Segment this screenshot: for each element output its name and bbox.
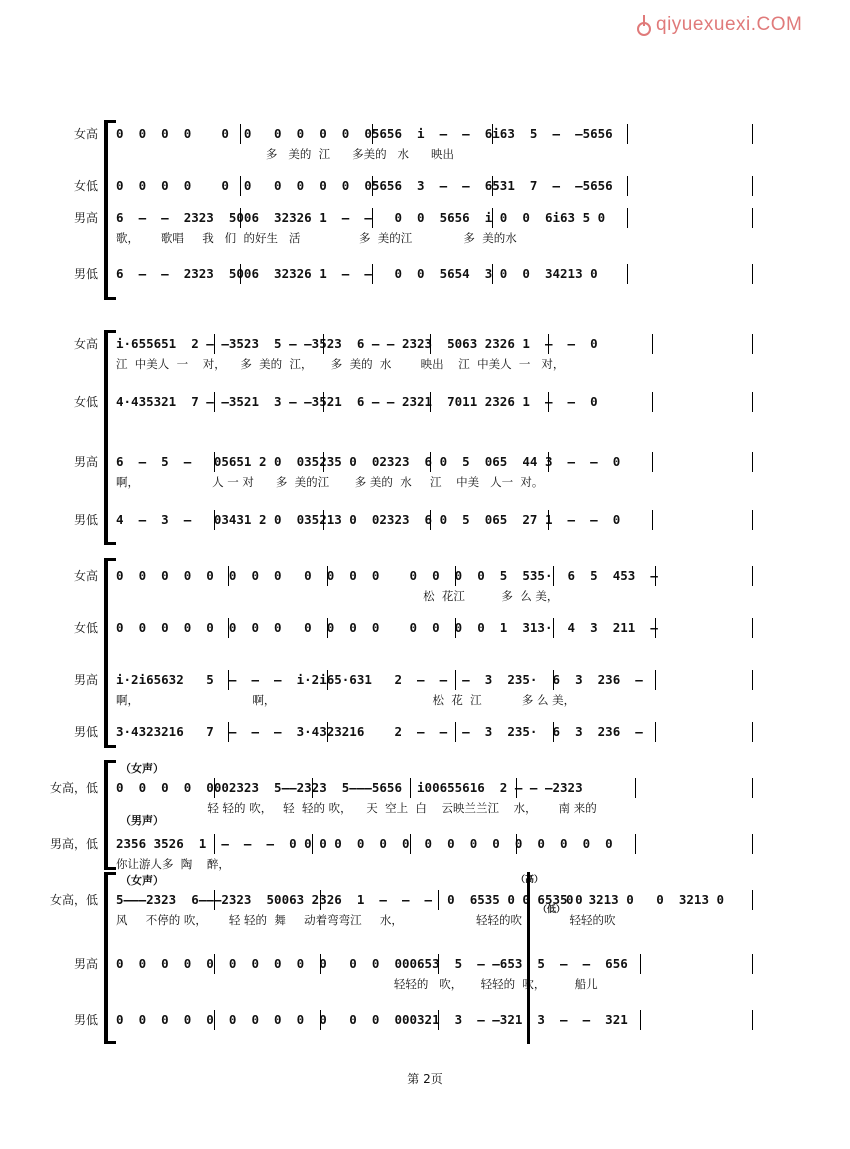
bar-line — [410, 778, 411, 798]
bar-line — [372, 208, 373, 228]
part-label: 男高 — [73, 211, 98, 225]
lyrics-line: 江 中美人 一 对， 多 美的 江， 多 美的 水 映出 江 中美人 一 对， — [116, 357, 565, 371]
repeat-sign — [527, 872, 538, 1044]
notation-line-low: 0 3213 0 0 3213 0 — [566, 892, 725, 907]
bar-line — [214, 778, 215, 798]
bar-line — [438, 954, 439, 974]
lyrics-line: 啊， 啊， 松 花 江 多 么 美， — [116, 693, 576, 707]
part-label: 女高，低 — [49, 893, 98, 907]
bar-line — [430, 510, 431, 530]
part-label: 男高 — [73, 957, 98, 971]
notation-line: 0 0 0 0 0 0 0 0 0 0 0 0 0 0 0 0 1 313· 4 3 211 – — [116, 620, 658, 635]
notation-line: 2356 3526 1 – – – 0 0 0 0 0 0 0 0 0 0 0 0 0 0 0 0 — [116, 836, 613, 851]
bar-line — [430, 452, 431, 472]
notation-line: 6 – 5 – 05651 2 0 035235 0 02323 6 0 5 065 44 3 – – 0 — [116, 454, 621, 469]
bar-line — [752, 510, 753, 530]
voice-row — [0, 774, 850, 815]
part-label: 女低 — [73, 395, 98, 409]
notation-line: 4·435321 7 – –3521 3 – –3521 6 – – 2321 7011 2326 1 – – 0 — [116, 394, 598, 409]
notation-line: 0 0 0 0 0 0 0 0 0 0 0 0 0 0 0 0 5 535· 6 5 453 – — [116, 568, 658, 583]
bar-line — [372, 264, 373, 284]
bar-line — [455, 722, 456, 742]
score-system — [0, 872, 850, 1044]
score-system — [0, 558, 850, 748]
bar-line — [752, 452, 753, 472]
bar-line — [327, 722, 328, 742]
part-label: 男高 — [73, 455, 98, 469]
bar-line — [752, 778, 753, 798]
bar-line — [323, 510, 324, 530]
bar-line — [492, 124, 493, 144]
voice-mark-low: （低） — [538, 905, 566, 915]
score-system — [0, 120, 850, 300]
bar-line — [752, 1010, 753, 1030]
bar-line — [640, 954, 641, 974]
page-number: 第 2页 — [407, 1072, 443, 1086]
voice-row — [0, 666, 850, 707]
bar-line — [752, 722, 753, 742]
voice-tag: （女声） — [120, 762, 164, 775]
bar-line — [323, 334, 324, 354]
bar-line — [752, 208, 753, 228]
lyrics-line: 轻轻的 吹， 轻轻的 吹， 船儿 — [116, 977, 598, 991]
bar-line — [752, 566, 753, 586]
lyrics-line: 松 花江 多 么 美， — [116, 589, 559, 603]
part-label: 男低 — [73, 1013, 98, 1027]
bar-line — [752, 176, 753, 196]
voice-row — [0, 330, 850, 371]
bar-line — [455, 618, 456, 638]
part-label: 女低 — [73, 179, 98, 193]
notation-line: 0 0 0 0 0 0 0 0 0 0 05656 i – – 6i63 5 – –5656 — [116, 126, 613, 141]
voice-mark-high: （高） — [516, 875, 544, 885]
watermark-text: qiyuexuexi.COM — [656, 14, 803, 35]
bar-line — [240, 208, 241, 228]
voice-row — [0, 120, 850, 161]
bar-line — [553, 670, 554, 690]
bar-line — [627, 176, 628, 196]
watermark — [636, 14, 802, 36]
notation-line: 0 0 0 0 0002323 5––2323 5–––5656 i00655616 2 – – –2323 — [116, 780, 583, 795]
voice-row — [0, 260, 850, 288]
part-label: 男低 — [73, 725, 98, 739]
voice-tag: （女声） — [120, 874, 164, 887]
bar-line — [214, 954, 215, 974]
bar-line — [327, 566, 328, 586]
bar-line — [635, 778, 636, 798]
bar-line — [240, 264, 241, 284]
bar-line — [455, 670, 456, 690]
bar-line — [655, 566, 656, 586]
bar-line — [752, 890, 753, 910]
bar-line — [438, 890, 439, 910]
bar-line — [652, 392, 653, 412]
bar-line — [752, 834, 753, 854]
bar-line — [752, 954, 753, 974]
lyrics-line: 轻 轻的 吹， 轻 轻的 吹， 天 空上 白 云映兰兰江 水， 南 来的 — [116, 801, 597, 815]
part-label: 女高 — [73, 127, 98, 141]
part-label: 女高 — [73, 569, 98, 583]
bar-line — [214, 392, 215, 412]
bar-line — [752, 264, 753, 284]
bar-line — [492, 208, 493, 228]
bar-line — [635, 834, 636, 854]
bar-line — [752, 618, 753, 638]
bar-line — [640, 1010, 641, 1030]
bar-line — [752, 334, 753, 354]
part-label: 女高 — [73, 337, 98, 351]
bar-line — [652, 334, 653, 354]
notation-line: 6 – – 2323 5006 32326 1 – – 0 0 5654 3 0 0 34213 0 — [116, 266, 598, 281]
lyrics-line: 啊， 人 一 对 多 美的江 多 美的 水 江 中美 人一 对。 — [116, 475, 544, 489]
bar-line — [312, 778, 313, 798]
bar-line — [655, 618, 656, 638]
score-system — [0, 760, 850, 870]
bar-line — [430, 392, 431, 412]
voice-row — [0, 1006, 850, 1034]
bar-line — [548, 334, 549, 354]
part-label: 女高，低 — [49, 781, 98, 795]
bar-line — [548, 510, 549, 530]
score-system — [0, 330, 850, 545]
notation-line: 6 – – 2323 5006 32326 1 – – 0 0 5656 i 0 0 6i63 5 0 — [116, 210, 606, 225]
bar-line — [323, 392, 324, 412]
bar-line — [214, 334, 215, 354]
voice-row — [0, 172, 850, 200]
bar-line — [372, 124, 373, 144]
part-label: 男低 — [73, 513, 98, 527]
bar-line — [228, 618, 229, 638]
bar-line — [327, 618, 328, 638]
voice-tag: （男声） — [120, 814, 164, 827]
bar-line — [548, 452, 549, 472]
bar-line — [553, 618, 554, 638]
bar-line — [430, 334, 431, 354]
bar-line — [214, 452, 215, 472]
bar-line — [240, 176, 241, 196]
bar-line — [228, 566, 229, 586]
bar-line — [492, 264, 493, 284]
bar-line — [214, 834, 215, 854]
bar-line — [214, 510, 215, 530]
bar-line — [320, 1010, 321, 1030]
voice-row — [0, 562, 850, 603]
bar-line — [652, 510, 653, 530]
notation-line: i·2i65632 5 – – – i·2i65·631 2 – – – 3 235· 6 3 236 – — [116, 672, 643, 687]
bar-line — [228, 722, 229, 742]
bar-line — [752, 392, 753, 412]
bar-line — [627, 124, 628, 144]
bar-line — [410, 834, 411, 854]
bar-line — [627, 208, 628, 228]
part-label: 男高，低 — [49, 837, 98, 851]
bar-line — [214, 890, 215, 910]
bar-line — [516, 834, 517, 854]
bar-line — [752, 670, 753, 690]
voice-row — [0, 506, 850, 534]
notation-line: 0 0 0 0 0 0 0 0 0 0 0 0 000321 3 – –321 3 – – 321 — [116, 1012, 628, 1027]
bar-line — [214, 1010, 215, 1030]
bar-line — [327, 670, 328, 690]
notation-line: 0 0 0 0 0 0 0 0 0 0 0 0 000653 5 – –653 5 – – 656 — [116, 956, 628, 971]
voice-row — [0, 830, 850, 871]
voice-row — [0, 388, 850, 416]
bar-line — [655, 670, 656, 690]
bar-line — [548, 392, 549, 412]
bar-line — [455, 566, 456, 586]
notation-line: 0 0 0 0 0 0 0 0 0 0 05656 3 – – 6531 7 – –5656 — [116, 178, 613, 193]
bar-line — [516, 778, 517, 798]
notation-line: 3·4323216 7 – – – 3·4323216 2 – – – 3 235· 6 3 236 – — [116, 724, 643, 739]
voice-row — [0, 950, 850, 991]
part-label: 女低 — [73, 621, 98, 635]
voice-row — [0, 614, 850, 642]
bar-line — [240, 124, 241, 144]
lyrics-line: 你让游人多 陶 醉， — [116, 857, 230, 871]
voice-row — [0, 204, 850, 245]
bar-line — [553, 722, 554, 742]
bar-line — [320, 890, 321, 910]
bar-line — [752, 124, 753, 144]
lyrics-line: 多 美的 江 多美的 水 映出 — [116, 147, 454, 161]
voice-row — [0, 448, 850, 489]
bar-line — [323, 452, 324, 472]
voice-row — [0, 718, 850, 746]
lyrics-line: 风 不停的 吹， 轻 轻的 舞 动着弯弯江 水， 轻轻的吹 轻轻的吹 — [116, 913, 616, 927]
guitar-logo-icon — [636, 14, 652, 36]
lyrics-line: 歌， 歌唱 我 们 的好生 活 多 美的江 多 美的水 — [116, 231, 517, 245]
part-label: 男低 — [73, 267, 98, 281]
notation-line: 4 – 3 – 03431 2 0 035213 0 02323 6 0 5 065 27 1 – – 0 — [116, 512, 621, 527]
notation-line: i·655651 2 – –3523 5 – –3523 6 – – 2323 5063 2326 1 – – 0 — [116, 336, 598, 351]
bar-line — [492, 176, 493, 196]
bar-line — [320, 954, 321, 974]
bar-line — [553, 566, 554, 586]
bar-line — [627, 264, 628, 284]
part-label: 男高 — [73, 673, 98, 687]
notation-line: 5–––2323 6–––2323 50063 2326 1 – – – 0 6535 0 0 6535 0 — [116, 892, 583, 907]
bar-line — [372, 176, 373, 196]
bar-line — [438, 1010, 439, 1030]
bar-line — [312, 834, 313, 854]
bar-line — [652, 452, 653, 472]
bar-line — [228, 670, 229, 690]
bar-line — [655, 722, 656, 742]
